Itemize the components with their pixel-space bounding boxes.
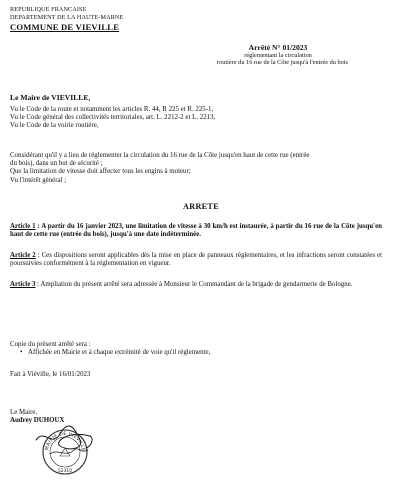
article-label: Article 3 <box>10 281 36 288</box>
considerant-line: Que la limitation de vitesse doit affecter tous les engins à moteur; <box>10 168 191 176</box>
decision-title: ARRETE <box>183 202 219 211</box>
copy-intro: Copie du présent arrêté sera : <box>10 341 91 348</box>
decree-number: Arrêté N° 01/2023 <box>248 43 308 52</box>
article-text: : A partir du 16 janvier 2023, une limitation de vitesse à 30 km/h est instaurée, à partir du 16 rue de la Côte jusqu'en haut de cette rue (entrée du bois), jusqu'à une date indéterminée. <box>10 223 382 239</box>
decree-subject-line2: routière du 16 rue de la Côte jusqu'à l'entrée du bois <box>217 59 348 67</box>
place-and-date: Fait à Viéville, le 16/01/2023 <box>10 371 91 378</box>
article-text: : Ampliation du présent arrêté sera adressée à Monsieur le Commandant de la brigade de gendarmerie de Bologne. <box>35 281 353 288</box>
article-label: Article 2 <box>10 252 36 259</box>
copy-item: • Affichée en Mairie et à chaque extrémité de voie qu'il réglemente, <box>20 349 210 357</box>
copy-list <box>10 349 210 357</box>
official-stamp <box>30 418 100 478</box>
vu-line: Vu le Code de la voirie routière, <box>10 122 99 130</box>
article-3 <box>10 281 382 289</box>
signature-name: Audrey DUHOUX <box>10 417 65 425</box>
svg-text:52310: 52310 <box>58 469 72 474</box>
considerant-line: Vu l'intérêt général ; <box>10 176 67 184</box>
article-2 <box>10 252 382 268</box>
decree-subject-line1: réglementant la circulation <box>244 51 312 59</box>
considerant-line: du bois), dans un but de sécurité ; <box>10 160 103 168</box>
considerant-section <box>10 152 380 185</box>
vu-line: Vu le Code de la route et notamment les articles R. 44, R 225 et R. 225-1, <box>10 106 214 113</box>
copy-section <box>10 341 210 357</box>
letterhead <box>10 6 123 31</box>
letterhead-department: DEPARTEMENT DE LA HAUTE-MARNE <box>10 14 124 21</box>
signature-role: Le Maire, <box>10 409 38 416</box>
letterhead-republic: REPUBLIQUE FRANCAISE <box>10 6 87 13</box>
article-label: Article 1 <box>10 223 36 230</box>
vu-line: Vu le Code général des collectivités territoriales, art. L. 2212-2 et L. 2213, <box>10 114 216 122</box>
article-1 <box>10 223 382 239</box>
considerant-line: Considérant qu'il y a lieu de réglementer la circulation du 16 rue de la Côte jusqu'en haut de cette rue (entrée <box>10 152 310 159</box>
letterhead-commune: COMMUNE DE VIEVILLE <box>10 22 120 32</box>
mayor-title: Le Maire de VIEVILLE, <box>10 93 91 102</box>
vu-section <box>10 106 380 131</box>
article-text: : Ces dispositions seront applicables dès la mise en place de panneaux réglementaires, et les infractions seront constatées et poursuivies conformément à la réglementation en vigueur. <box>10 252 382 268</box>
decree-reference <box>148 44 348 67</box>
svg-text:MAIRIE DE VIEVILLE: MAIRIE DE VIEVILLE <box>45 431 86 452</box>
